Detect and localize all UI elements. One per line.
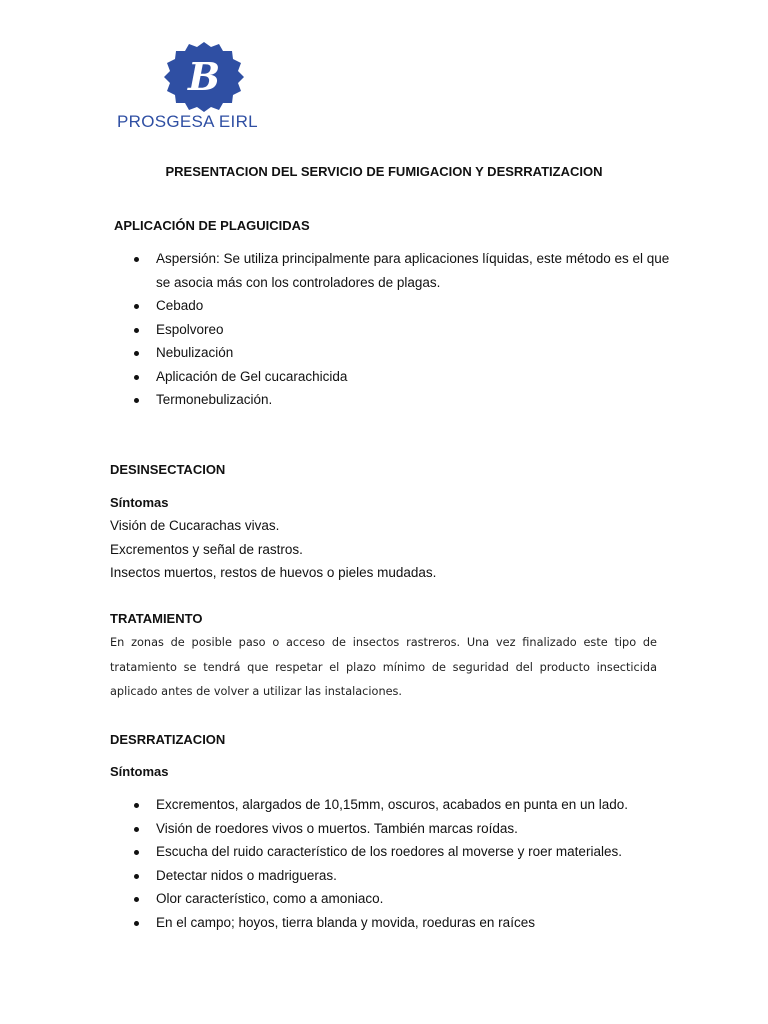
list-item: Termonebulización. <box>132 388 672 412</box>
heading-tratamiento: TRATAMIENTO <box>110 611 203 626</box>
list-item: En el campo; hoyos, tierra blanda y movida, roeduras en raíces <box>132 911 672 935</box>
sintoma-line: Insectos muertos, restos de huevos o pieles mudadas. <box>110 565 437 580</box>
sintoma-line: Excrementos y señal de rastros. <box>110 542 303 557</box>
company-logo <box>117 42 287 137</box>
sintomas-label: Síntomas <box>110 495 169 510</box>
heading-desrratizacion: DESRRATIZACION <box>110 732 226 747</box>
list-item: Detectar nidos o madrigueras. <box>132 864 672 888</box>
list-item: Cebado <box>132 294 672 318</box>
list-item: Visión de roedores vivos o muertos. También marcas roídas. <box>132 817 672 841</box>
tratamiento-paragraph: En zonas de posible paso o acceso de insectos rastreros. Una vez finalizado este tipo de tratamiento se tendrá que respetar el plazo mínimo de seguridad del producto insecticida aplicado antes de volver a utilizar las instalaciones. <box>110 636 657 698</box>
desrratizacion-list <box>132 793 672 934</box>
heading-desinsectacion: DESINSECTACION <box>110 462 226 477</box>
svg-text:B: B <box>187 54 221 99</box>
list-item: Excrementos, alargados de 10,15mm, oscuros, acabados en punta en un lado. <box>132 793 672 817</box>
list-item: Aspersión: Se utiliza principalmente para aplicaciones líquidas, este método es el que se asocia más con los controladores de plagas. <box>132 247 672 294</box>
logo-text: PROSGESA EIRL <box>117 112 258 131</box>
logo-seal-icon <box>158 42 250 112</box>
heading-aplicacion: APLICACIÓN DE PLAGUICIDAS <box>114 218 310 233</box>
sintomas-label: Síntomas <box>110 764 169 779</box>
sintoma-line: Visión de Cucarachas vivas. <box>110 518 280 533</box>
list-item: Olor característico, como a amoniaco. <box>132 887 672 911</box>
list-item: Aplicación de Gel cucarachicida <box>132 365 672 389</box>
aplicacion-list <box>132 247 672 412</box>
list-item: Escucha del ruido característico de los roedores al moverse y roer materiales. <box>132 840 672 864</box>
list-item: Nebulización <box>132 341 672 365</box>
document-title: PRESENTACION DEL SERVICIO DE FUMIGACION Y DESRRATIZACION <box>165 164 603 179</box>
list-item: Espolvoreo <box>132 318 672 342</box>
